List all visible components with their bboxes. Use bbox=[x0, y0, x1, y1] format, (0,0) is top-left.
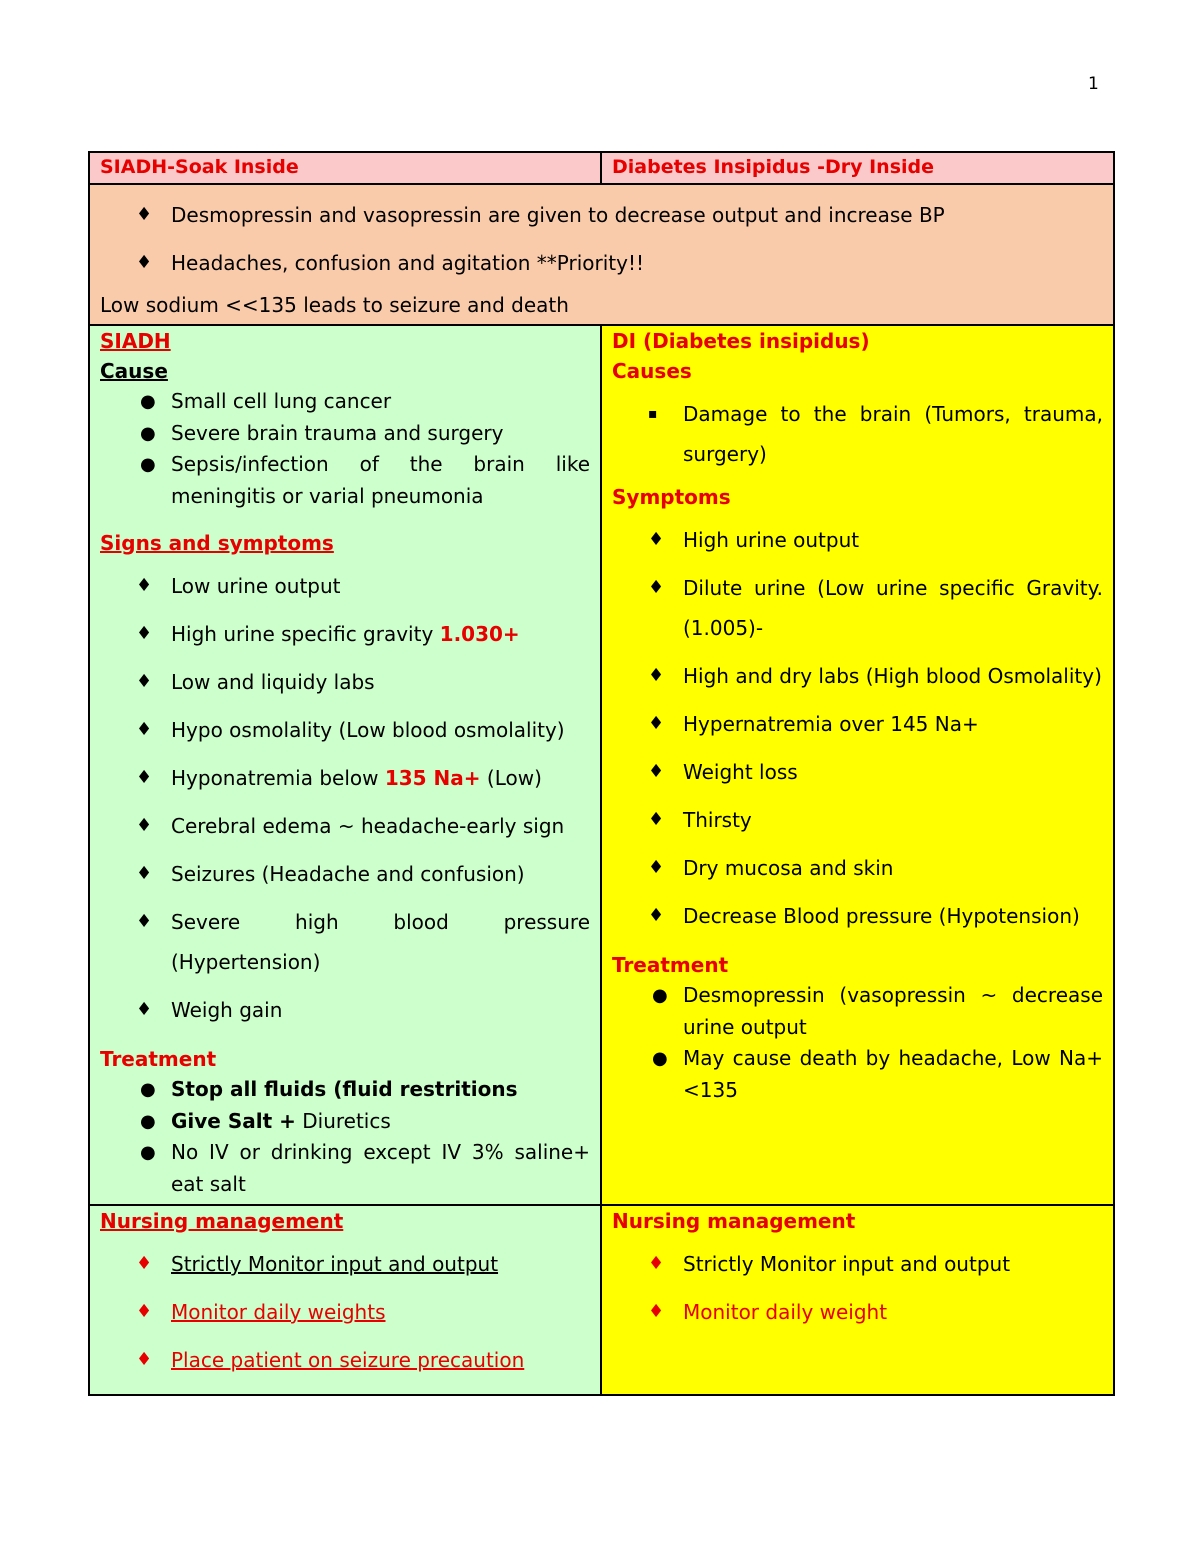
diamond-icon: ♦ bbox=[136, 815, 153, 836]
diamond-icon: ♦ bbox=[648, 809, 665, 830]
di-treatment bbox=[612, 980, 1103, 1106]
list-item: ♦ Low and liquidy labs bbox=[100, 662, 590, 702]
diamond-icon: ♦ bbox=[648, 905, 665, 926]
diamond-icon: ♦ bbox=[136, 671, 153, 692]
diamond-icon: ♦ bbox=[136, 1253, 153, 1274]
di-nursing-list bbox=[612, 1244, 1103, 1332]
siadh-nursing-heading: Nursing management bbox=[100, 1209, 344, 1233]
header-siadh: SIADH-Soak Inside bbox=[89, 152, 601, 184]
list-item: ♦ Severe high blood pressure (Hypertension) bbox=[100, 902, 590, 982]
di-column bbox=[601, 325, 1114, 1205]
header-di: Diabetes Insipidus -Dry Inside bbox=[601, 152, 1114, 184]
bullet-icon: ● bbox=[140, 454, 156, 475]
diamond-icon: ♦ bbox=[136, 1349, 153, 1370]
list-item: ● Sepsis/infection of the brain like meningitis or varial pneumonia bbox=[100, 449, 590, 512]
shared-bullet: ♦ Desmopressin and vasopressin are given to decrease output and increase BP bbox=[100, 197, 1103, 233]
list-item: ♦ High urine specific gravity 1.030+ bbox=[100, 614, 590, 654]
siadh-signs bbox=[100, 566, 590, 1030]
diamond-icon: ♦ bbox=[136, 575, 153, 596]
list-item: ♦ Weigh gain bbox=[100, 990, 590, 1030]
di-symptoms bbox=[612, 520, 1103, 936]
bullet-icon: ● bbox=[140, 422, 156, 444]
list-item: ♦ Thirsty bbox=[612, 800, 1103, 840]
list-item: ● No IV or drinking except IV 3% saline+ eat salt bbox=[100, 1137, 590, 1200]
di-title: DI (Diabetes insipidus) bbox=[612, 329, 870, 353]
diamond-icon: ♦ bbox=[648, 713, 665, 734]
list-item: ♦ Low urine output bbox=[100, 566, 590, 606]
diamond-icon: ♦ bbox=[136, 623, 153, 644]
list-item: ▪ Damage to the brain (Tumors, trauma, surgery) bbox=[612, 394, 1103, 474]
diamond-icon: ♦ bbox=[136, 863, 153, 884]
di-causes bbox=[612, 394, 1103, 474]
siadh-cause-heading: Cause bbox=[100, 359, 168, 383]
list-item: ♦ Cerebral edema ~ headache-early sign bbox=[100, 806, 590, 846]
list-item: ♦ High and dry labs (High blood Osmolality) bbox=[612, 656, 1103, 696]
diamond-icon: ♦ bbox=[648, 1301, 665, 1322]
diamond-icon: ♦ bbox=[648, 857, 665, 878]
bullet-icon: ● bbox=[140, 1110, 156, 1132]
list-item: ♦ Dry mucosa and skin bbox=[612, 848, 1103, 888]
diamond-icon: ♦ bbox=[648, 1253, 665, 1274]
list-item: ♦ Monitor daily weight bbox=[612, 1292, 1103, 1332]
siadh-title: SIADH bbox=[100, 329, 171, 353]
list-item: ♦ Strictly Monitor input and output bbox=[612, 1244, 1103, 1284]
shared-note: Low sodium <<135 leads to seizure and death bbox=[100, 293, 569, 317]
list-item: ● May cause death by headache, Low Na+<135 bbox=[612, 1043, 1103, 1106]
list-item: ♦ Dilute urine (Low urine specific Gravity. (1.005)- bbox=[612, 568, 1103, 648]
list-item: ♦ Place patient on seizure precaution bbox=[100, 1340, 590, 1380]
bullet-icon: ● bbox=[140, 1079, 156, 1100]
square-bullet-icon: ▪ bbox=[648, 406, 658, 422]
list-item: ♦ Hyponatremia below 135 Na+ (Low) bbox=[100, 758, 590, 798]
diamond-icon: ♦ bbox=[136, 1301, 153, 1322]
bullet-icon: ● bbox=[652, 1048, 668, 1069]
siadh-nursing-list bbox=[100, 1244, 590, 1380]
siadh-treatment bbox=[100, 1074, 590, 1200]
list-item: ♦ Weight loss bbox=[612, 752, 1103, 792]
shared-notes bbox=[89, 184, 1114, 325]
diamond-icon: ♦ bbox=[136, 911, 153, 932]
siadh-signs-heading: Signs and symptoms bbox=[100, 531, 334, 555]
diamond-icon: ♦ bbox=[136, 999, 153, 1020]
diamond-icon: ♦ bbox=[136, 204, 153, 225]
diamond-icon: ♦ bbox=[648, 577, 665, 598]
bullet-icon: ● bbox=[652, 985, 668, 1006]
diamond-icon: ♦ bbox=[648, 529, 665, 550]
list-item: ● Stop all fluids (fluid restritions bbox=[100, 1074, 590, 1106]
list-item: ● Desmopressin (vasopressin ~ decrease urine output bbox=[612, 980, 1103, 1043]
di-nursing-heading: Nursing management bbox=[612, 1209, 856, 1233]
list-item: ♦ Hypo osmolality (Low blood osmolality) bbox=[100, 710, 590, 750]
list-item: ♦ Hypernatremia over 145 Na+ bbox=[612, 704, 1103, 744]
diamond-icon: ♦ bbox=[136, 767, 153, 788]
list-item: ● Small cell lung cancer bbox=[100, 386, 590, 418]
list-item: ● Severe brain trauma and surgery bbox=[100, 418, 590, 450]
shared-bullet: ♦ Headaches, confusion and agitation **Priority!! bbox=[100, 245, 1103, 281]
bullet-icon: ● bbox=[140, 391, 156, 412]
diamond-icon: ♦ bbox=[136, 252, 153, 273]
list-item: ● Give Salt + Diuretics bbox=[100, 1106, 590, 1138]
diamond-icon: ♦ bbox=[648, 761, 665, 782]
list-item: ♦ High urine output bbox=[612, 520, 1103, 560]
siadh-nursing bbox=[89, 1205, 601, 1395]
comparison-table bbox=[88, 151, 1115, 1396]
di-symptoms-heading: Symptoms bbox=[612, 485, 731, 509]
bullet-icon: ● bbox=[140, 1142, 156, 1163]
list-item: ♦ Monitor daily weights bbox=[100, 1292, 590, 1332]
di-treatment-heading: Treatment bbox=[612, 953, 729, 977]
page-number: 1 bbox=[1088, 74, 1099, 94]
list-item: ♦ Strictly Monitor input and output bbox=[100, 1244, 590, 1284]
di-causes-heading: Causes bbox=[612, 359, 692, 383]
siadh-causes bbox=[100, 386, 590, 512]
list-item: ♦ Decrease Blood pressure (Hypotension) bbox=[612, 896, 1103, 936]
siadh-column bbox=[89, 325, 601, 1205]
di-nursing bbox=[601, 1205, 1114, 1395]
diamond-icon: ♦ bbox=[136, 719, 153, 740]
list-item: ♦ Seizures (Headache and confusion) bbox=[100, 854, 590, 894]
diamond-icon: ♦ bbox=[648, 665, 665, 686]
siadh-treatment-heading: Treatment bbox=[100, 1047, 217, 1071]
